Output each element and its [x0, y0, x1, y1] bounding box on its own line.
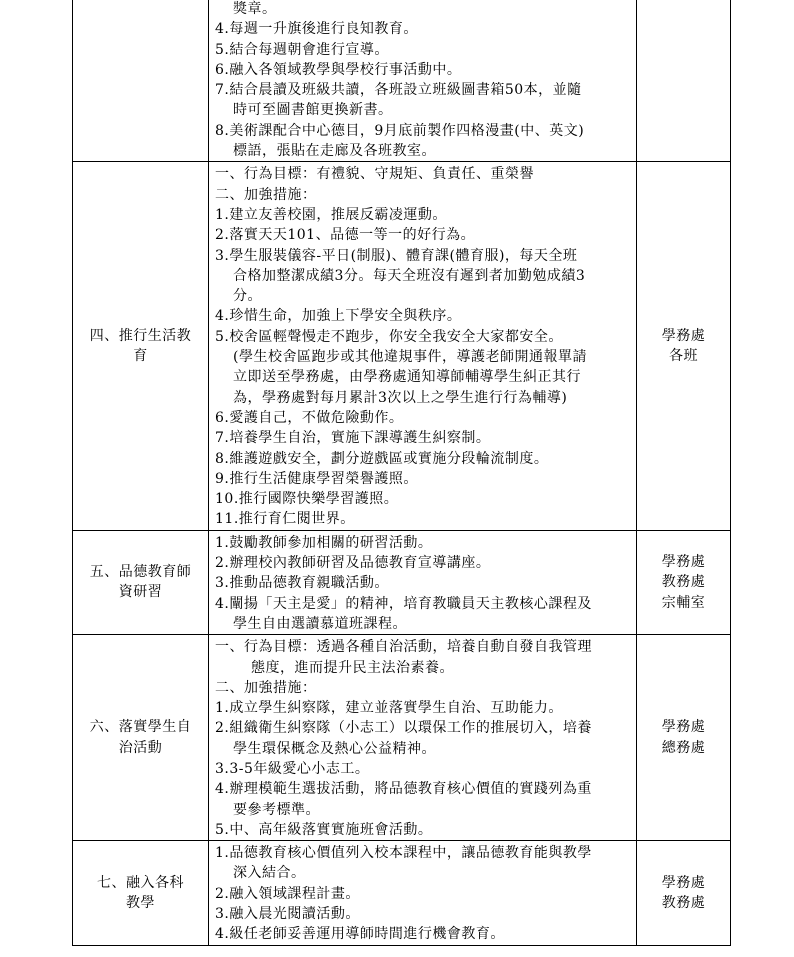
plan-table: [72, 0, 731, 946]
content-line: 時可至圖書館更換新書。: [233, 102, 393, 119]
content-line: 2.融入領域課程計畫。: [215, 885, 360, 902]
category-cell: [73, 162, 209, 530]
content-line: 一、行為目標：透過各種自治活動，培養自動自發自我管理: [215, 639, 592, 656]
content-cell: [209, 162, 637, 530]
content-line: 5.校舍區輕聲慢走不跑步，你安全我安全大家都安全。: [215, 328, 563, 345]
category-label: 七、融入各科: [97, 874, 184, 891]
content-line: 立即送至學務處，由學務處通知導師輔導學生糾正其行: [233, 369, 581, 386]
department-cell: [637, 635, 731, 841]
table-row: [73, 530, 731, 634]
content-line: 為，學務處對每月累計3次以上之學生進行行為輔導): [233, 389, 568, 406]
category-cell: [73, 635, 209, 841]
department-label: 宗輔室: [661, 594, 706, 611]
content-line: 深入結合。: [233, 865, 306, 882]
content-line: 2.辦理校內教師研習及品德教育宣導講座。: [215, 555, 491, 572]
content-line: 1.成立學生糾察隊，建立並落實學生自治、互助能力。: [215, 700, 563, 717]
category-cell: [73, 530, 209, 634]
content-line: 6.融入各領域教學與學校行事活動中。: [215, 61, 462, 78]
content-line: 4.珍惜生命，加強上下學安全與秩序。: [215, 308, 462, 325]
department-label: 各班: [669, 348, 698, 365]
category-label: 育: [133, 348, 148, 365]
content-line: 2.落實天天101、品德一等一的好行為。: [215, 227, 476, 244]
content-line: 8.美術課配合中心德目，9月底前製作四格漫畫(中、英文): [215, 122, 585, 139]
content-line: 4.每週一升旗後進行良知教育。: [215, 21, 418, 38]
content-line: 一、行為目標：有禮貌、守規矩、負責任、重榮譽: [215, 166, 534, 183]
content-cell: [209, 530, 637, 634]
content-line: 分。: [233, 288, 262, 305]
content-line: 二、加強措施：: [215, 186, 317, 203]
content-cell: [209, 841, 637, 945]
content-line: 7.培養學生自治，實施下課導護生糾察制。: [215, 430, 491, 447]
content-line: 4.級任老師妥善運用導師時間進行機會教育。: [215, 926, 505, 943]
content-line: 1.鼓勵教師參加相關的研習活動。: [215, 534, 433, 551]
table-row: [73, 635, 731, 841]
content-line: 3.3-5年級愛心小志工。: [215, 760, 370, 777]
department-label: 學務處: [661, 719, 706, 736]
content-line: 5.結合每週朝會進行宣導。: [215, 41, 389, 58]
department-label: 總務處: [661, 739, 706, 756]
content-line: 7.結合晨讀及班級共讀，各班設立班級圖書箱50本，並隨: [215, 82, 582, 99]
content-line: 9.推行生活健康學習榮譽護照。: [215, 470, 418, 487]
content-line: 10.推行國際快樂學習護照。: [215, 491, 399, 508]
category-label: 資研習: [118, 584, 163, 601]
content-line: 二、加強措施：: [215, 679, 317, 696]
content-line: (學生校舍區跑步或其他違規事件，導護老師開通報單請: [233, 349, 587, 366]
department-label: 教務處: [661, 574, 706, 591]
category-label: 六、落實學生自: [89, 719, 192, 736]
table-row: [73, 162, 731, 530]
content-line: 態度，進而提升民主法治素養。: [251, 659, 454, 676]
department-label: 學務處: [661, 554, 706, 571]
category-label: 治活動: [118, 739, 163, 756]
content-line: 標語，張貼在走廊及各班教室。: [233, 143, 436, 160]
content-cell: [209, 635, 637, 841]
content-line: 學生自由選讀慕道班課程。: [233, 615, 407, 632]
content-line: 合格加整潔成績3分。每天全班沒有遲到者加勤勉成績3: [233, 267, 586, 284]
content-line: 5.中、高年級落實實施班會活動。: [215, 821, 433, 838]
category-cell: [73, 0, 209, 162]
department-cell: [637, 530, 731, 634]
category-label: 四、推行生活教: [89, 327, 192, 344]
content-line: 3.推動品德教育親職活動。: [215, 575, 389, 592]
category-label: 五、品德教育師: [89, 564, 192, 581]
category-cell: [73, 841, 209, 945]
content-line: 6.愛護自己，不做危險動作。: [215, 409, 404, 426]
content-line: 11.推行育仁閱世界。: [215, 511, 355, 528]
department-cell: [637, 0, 731, 162]
table-row: [73, 0, 731, 162]
table-row: [73, 841, 731, 945]
content-line: 3.學生服裝儀容-平日(制服)、體育課(體育服)，每天全班: [215, 247, 578, 264]
content-line: 3.融入晨光閱讀活動。: [215, 906, 360, 923]
content-line: 4.闡揚「天主是愛」的精神，培育教職員天主教核心課程及: [215, 595, 592, 612]
plan-table-body: [73, 0, 731, 945]
category-label: 教學: [126, 894, 155, 911]
content-line: 要參考標準。: [233, 801, 320, 818]
department-cell: [637, 162, 731, 530]
content-line: 1.品德教育核心價值列入校本課程中，讓品德教育能與教學: [215, 845, 592, 862]
content-line: 學生環保概念及熱心公益精神。: [233, 740, 436, 757]
department-label: 教務處: [661, 894, 706, 911]
content-line: 8.維護遊戲安全，劃分遊戲區或實施分段輪流制度。: [215, 450, 549, 467]
content-line: 2.組織衛生糾察隊（小志工）以環保工作的推展切入，培養: [215, 720, 592, 737]
department-label: 學務處: [661, 874, 706, 891]
content-line: 1.建立友善校園，推展反霸凌運動。: [215, 206, 447, 223]
department-label: 學務處: [661, 327, 706, 344]
content-cell: [209, 0, 637, 162]
department-cell: [637, 841, 731, 945]
content-line: 4.辦理模範生選拔活動，將品德教育核心價值的實踐列為重: [215, 781, 592, 798]
content-line: 獎章。: [233, 1, 277, 17]
